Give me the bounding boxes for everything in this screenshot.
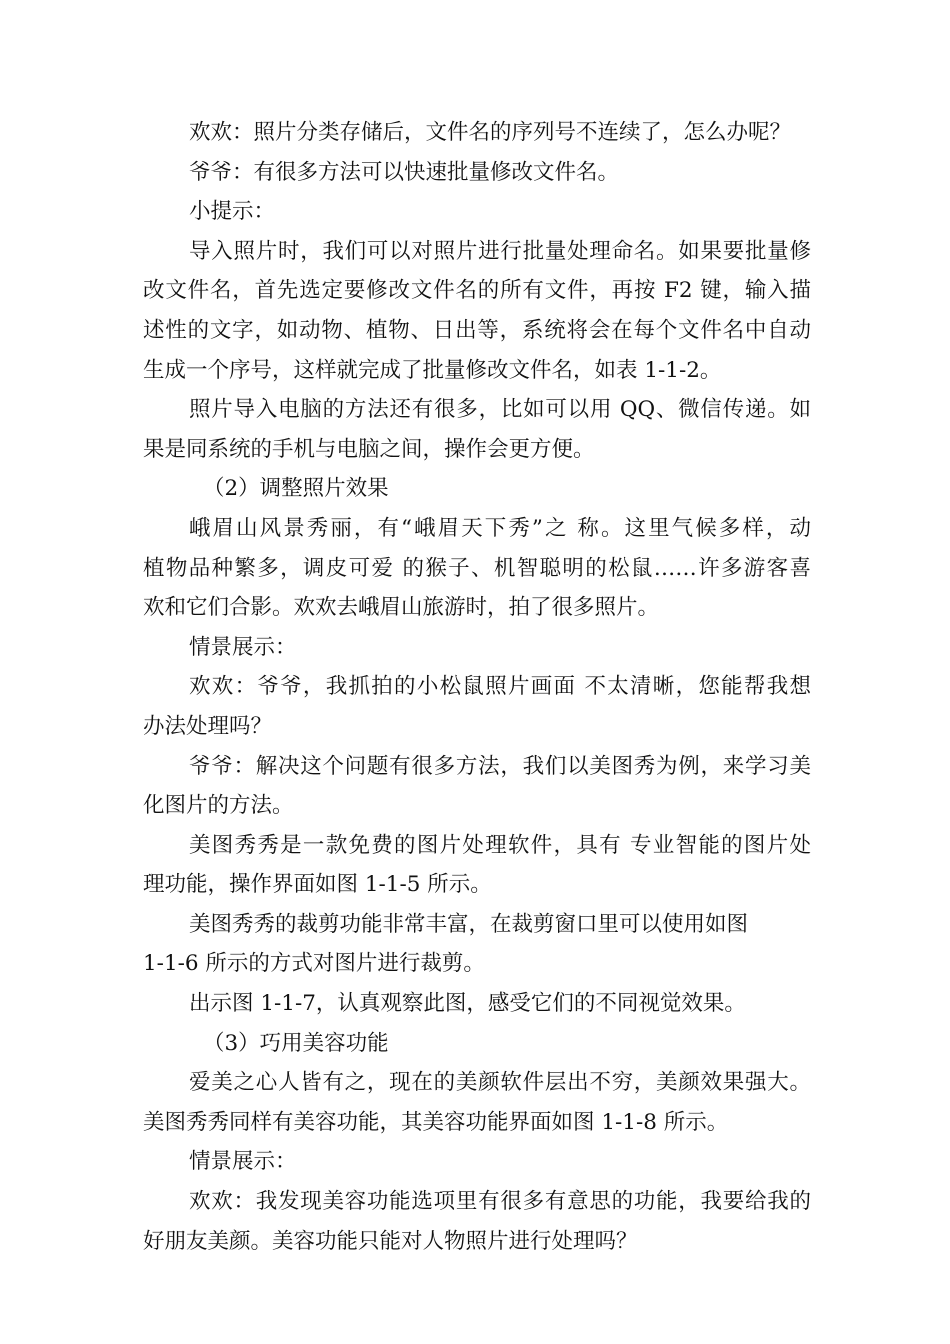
dialogue-line: 欢欢：我发现美容功能选项里有很多有意思的功能，我要给我的 bbox=[189, 1189, 811, 1215]
paragraph-line: 改文件名，首先选定要修改文件名的所有文件，再按 F2 键，输入描 bbox=[143, 278, 811, 304]
section-heading: （3）巧用美容功能 bbox=[203, 1030, 389, 1056]
tip-heading: 小提示： bbox=[189, 199, 276, 225]
paragraph-line: 果是同系统的手机与电脑之间，操作会更方便。 bbox=[143, 436, 595, 462]
paragraph-line: 理功能，操作界面如图 1-1-5 所示。 bbox=[143, 872, 492, 898]
paragraph-line: 美图秀秀的裁剪功能非常丰富，在裁剪窗口里可以使用如图 bbox=[189, 911, 749, 937]
scene-heading: 情景展示： bbox=[189, 1149, 297, 1175]
paragraph-line: 欢和它们合影。欢欢去峨眉山旅游时，拍了很多照片。 bbox=[143, 595, 660, 621]
paragraph-line: 美图秀秀是一款免费的图片处理软件，具有 专业智能的图片处 bbox=[189, 832, 811, 858]
paragraph-line: 美图秀秀同样有美容功能，其美容功能界面如图 1-1-8 所示。 bbox=[143, 1109, 729, 1135]
dialogue-line: 办法处理吗？ bbox=[143, 713, 273, 739]
document-body bbox=[143, 113, 811, 1261]
scene-heading: 情景展示： bbox=[189, 634, 297, 660]
dialogue-line: 化图片的方法。 bbox=[143, 793, 294, 819]
dialogue-line: 好朋友美颜。美容功能只能对人物照片进行处理吗？ bbox=[143, 1228, 638, 1254]
dialogue-line: 爷爷：解决这个问题有很多方法，我们以美图秀为例，来学习美 bbox=[189, 753, 811, 779]
dialogue-line: 欢欢：爷爷，我抓拍的小松鼠照片画面 不太清晰，您能帮我想 bbox=[189, 674, 811, 700]
dialogue-line: 爷爷：有很多方法可以快速批量修改文件名。 bbox=[189, 159, 620, 185]
paragraph-line: 峨眉山风景秀丽，有“峨眉天下秀”之 称。这里气候多样，动 bbox=[189, 515, 811, 541]
paragraph-line: 照片导入电脑的方法还有很多，比如可以用 QQ、微信传递。如 bbox=[189, 397, 811, 423]
paragraph-line: 植物品种繁多，调皮可爱 的猴子、机智聪明的松鼠……许多游客喜 bbox=[143, 555, 811, 581]
paragraph-line: 出示图 1-1-7，认真观察此图，感受它们的不同视觉效果。 bbox=[189, 991, 746, 1017]
paragraph-line: 导入照片时，我们可以对照片进行批量处理命名。如果要批量修 bbox=[189, 238, 811, 264]
paragraph-line: 生成一个序号，这样就完成了批量修改文件名，如表 1-1-2。 bbox=[143, 357, 722, 383]
dialogue-line: 欢欢：照片分类存储后，文件名的序列号不连续了，怎么办呢？ bbox=[189, 120, 792, 145]
paragraph-line: 爱美之心人皆有之，现在的美颜软件层出不穷，美颜效果强大。 bbox=[189, 1070, 811, 1096]
paragraph-line: 述性的文字，如动物、植物、日出等，系统将会在每个文件名中自动 bbox=[143, 317, 811, 343]
paragraph-line: 1-1-6 所示的方式对图片进行裁剪。 bbox=[143, 951, 485, 977]
section-heading: （2）调整照片效果 bbox=[203, 476, 389, 502]
